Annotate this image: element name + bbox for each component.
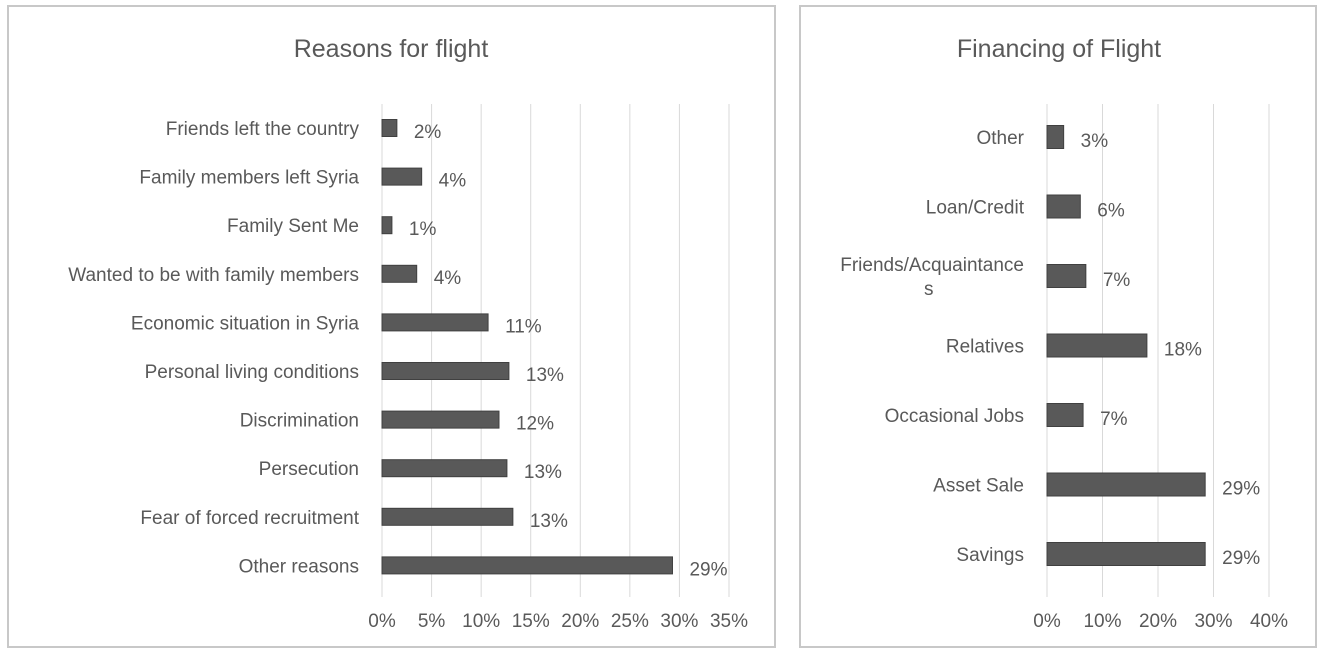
reasons-x-tick-label: 25% [610, 611, 649, 632]
reasons-x-tick-label: 5% [417, 611, 446, 632]
reasons-data-label: 4% [433, 267, 462, 289]
financing-category-label: Other [976, 128, 1024, 149]
financing-chart-panel [799, 5, 1317, 648]
financing-data-label: 7% [1100, 409, 1128, 430]
reasons-bar [382, 168, 422, 185]
financing-chart [801, 7, 1319, 650]
financing-data-label: 7% [1102, 270, 1131, 291]
reasons-bar [382, 460, 507, 477]
financing-data-label: 6% [1097, 200, 1125, 222]
reasons-bar [382, 411, 499, 428]
reasons-x-tick-label: 0% [368, 611, 396, 632]
reasons-data-label: 1% [408, 219, 437, 241]
financing-category-label: Relatives [945, 336, 1024, 358]
reasons-x-tick-label: 15% [511, 611, 550, 632]
reasons-data-label: 11% [505, 316, 542, 338]
reasons-data-label: 13% [525, 365, 564, 386]
reasons-data-label: 13% [529, 510, 568, 532]
reasons-category-label: Discrimination [239, 410, 359, 432]
financing-bar [1047, 334, 1147, 357]
financing-data-label: 29% [1222, 478, 1261, 500]
financing-category-label: Friends/Acquaintance s [840, 255, 1024, 300]
reasons-bar [382, 314, 488, 331]
financing-x-tick-label: 10% [1083, 611, 1122, 632]
financing-bar [1047, 265, 1086, 288]
financing-x-tick-label: 20% [1138, 611, 1178, 632]
financing-category-label: Loan/Credit [925, 197, 1024, 219]
financing-data-label: 29% [1222, 548, 1261, 569]
financing-bar [1047, 404, 1083, 427]
financing-data-label: 18% [1163, 339, 1202, 361]
financing-x-tick-label: 0% [1033, 611, 1061, 632]
financing-bar [1047, 543, 1205, 566]
reasons-category-label: Personal living conditions [144, 362, 359, 383]
reasons-bar [382, 557, 672, 574]
reasons-category-label: Wanted to be with family members [68, 264, 359, 286]
reasons-bar [382, 508, 513, 525]
reasons-chart-panel [7, 5, 776, 648]
reasons-data-label: 2% [413, 122, 442, 143]
reasons-data-label: 4% [438, 170, 467, 192]
reasons-data-label: 13% [523, 462, 562, 484]
financing-chart-title: Financing of Flight [956, 35, 1162, 63]
financing-category-label: Savings [956, 545, 1024, 566]
financing-x-tick-label: 30% [1194, 611, 1233, 632]
financing-category-label: Occasional Jobs [884, 406, 1024, 427]
reasons-category-label: Family Sent Me [227, 216, 359, 238]
reasons-bar [382, 120, 397, 137]
reasons-bar [382, 265, 417, 282]
reasons-category-label: Friends left the country [165, 119, 359, 140]
reasons-category-label: Other reasons [238, 556, 359, 578]
reasons-x-tick-label: 30% [660, 611, 699, 632]
reasons-chart [9, 7, 778, 650]
reasons-bar [382, 363, 509, 380]
reasons-category-label: Economic situation in Syria [130, 313, 359, 335]
financing-bar [1047, 126, 1064, 149]
reasons-x-tick-label: 35% [709, 611, 749, 632]
reasons-x-tick-label: 10% [462, 611, 501, 632]
reasons-data-label: 29% [689, 559, 728, 581]
financing-bar [1047, 195, 1080, 218]
reasons-category-label: Fear of forced recruitment [140, 507, 359, 529]
financing-x-tick-label: 40% [1249, 611, 1289, 632]
reasons-bar [382, 217, 392, 234]
reasons-category-label: Persecution [258, 459, 359, 481]
reasons-chart-title: Reasons for flight [293, 35, 489, 63]
reasons-data-label: 12% [515, 413, 555, 435]
financing-bar [1047, 473, 1205, 496]
reasons-x-tick-label: 20% [561, 611, 600, 632]
reasons-category-label: Family members left Syria [139, 167, 359, 189]
financing-category-label: Asset Sale [933, 475, 1024, 497]
financing-data-label: 3% [1080, 131, 1109, 152]
